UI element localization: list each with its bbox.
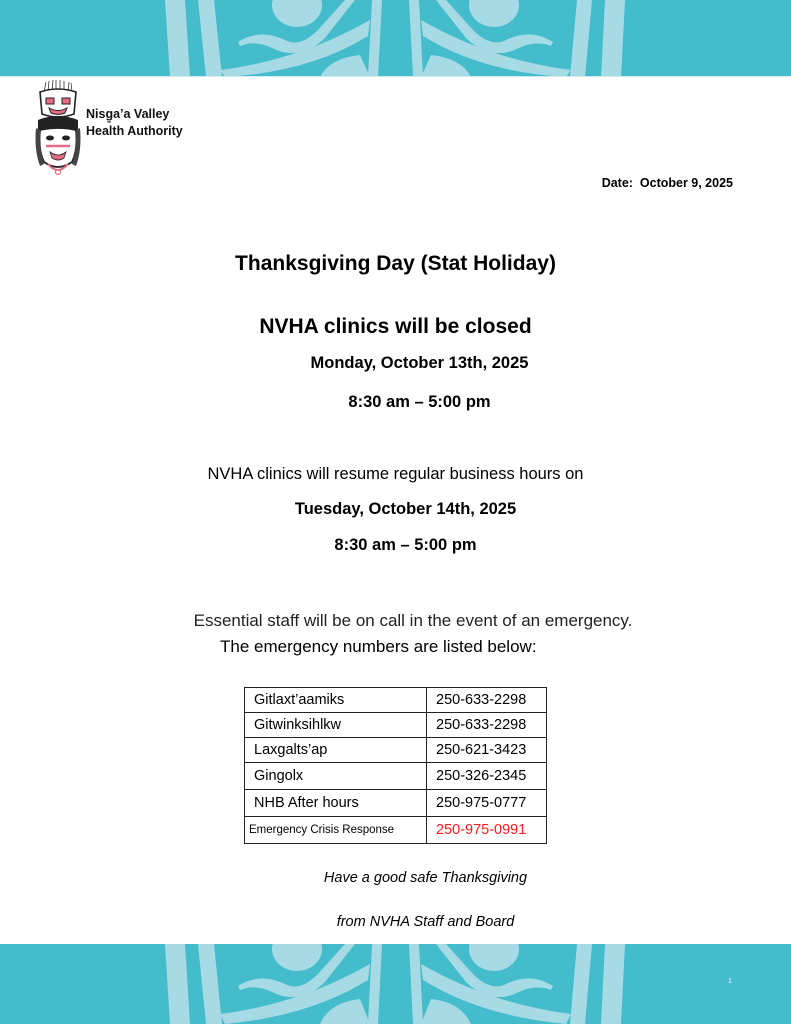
org-name bbox=[86, 106, 183, 140]
phone-number: 250-621-3423 bbox=[427, 738, 547, 763]
phone-number: 250-633-2298 bbox=[427, 688, 547, 713]
totem-mask-logo-icon bbox=[34, 80, 82, 176]
location-name: Emergency Crisis Response bbox=[245, 817, 427, 844]
phone-number: 250-633-2298 bbox=[427, 713, 547, 738]
closing-line-1: Have a good safe Thanksgiving bbox=[323, 870, 528, 886]
resume-date: Tuesday, October 14th, 2025 bbox=[294, 500, 517, 518]
table-row bbox=[245, 713, 547, 738]
page-number: 1 bbox=[728, 978, 732, 985]
resume-hours: 8:30 am – 5:00 pm bbox=[334, 536, 477, 554]
org-name-line1: Nisg̱a’a Valley bbox=[86, 107, 170, 121]
header-banner bbox=[0, 0, 791, 77]
location-name: Gitwinksihlkw bbox=[245, 713, 427, 738]
formline-art-icon bbox=[0, 944, 791, 1024]
closed-date: Monday, October 13th, 2025 bbox=[310, 354, 529, 372]
location-name: Laxgalts’ap bbox=[245, 738, 427, 763]
phone-number: 250-975-0777 bbox=[427, 790, 547, 817]
table-row bbox=[245, 738, 547, 763]
phone-number: 250-326-2345 bbox=[427, 763, 547, 790]
location-name: NHB After hours bbox=[245, 790, 427, 817]
location-name: Gitlaxt’aamiks bbox=[245, 688, 427, 713]
footer-banner bbox=[0, 944, 791, 1024]
banner-edge bbox=[0, 76, 791, 77]
org-name-line2: Health Authority bbox=[86, 124, 183, 138]
closing-line-2: from NVHA Staff and Board bbox=[336, 914, 515, 930]
table-row bbox=[245, 763, 547, 790]
notice-title: Thanksgiving Day (Stat Holiday) bbox=[235, 252, 556, 275]
essential-staff-text: Essential staff will be on call in the event of an emergency. bbox=[193, 611, 633, 630]
formline-art-icon bbox=[0, 0, 791, 77]
table-row bbox=[245, 688, 547, 713]
table-row bbox=[245, 817, 547, 844]
closed-hours: 8:30 am – 5:00 pm bbox=[348, 393, 491, 411]
table-row bbox=[245, 790, 547, 817]
org-logo bbox=[34, 80, 204, 176]
closed-heading: NVHA clinics will be closed bbox=[259, 315, 532, 338]
resume-text: NVHA clinics will resume regular business hours on bbox=[207, 465, 584, 483]
emergency-numbers-table bbox=[244, 687, 547, 844]
crisis-phone-number: 250-975-0991 bbox=[427, 817, 547, 844]
location-name: Gingolx bbox=[245, 763, 427, 790]
numbers-listed-text: The emergency numbers are listed below: bbox=[220, 637, 537, 656]
notice-date: Date: October 9, 2025 bbox=[601, 176, 733, 190]
